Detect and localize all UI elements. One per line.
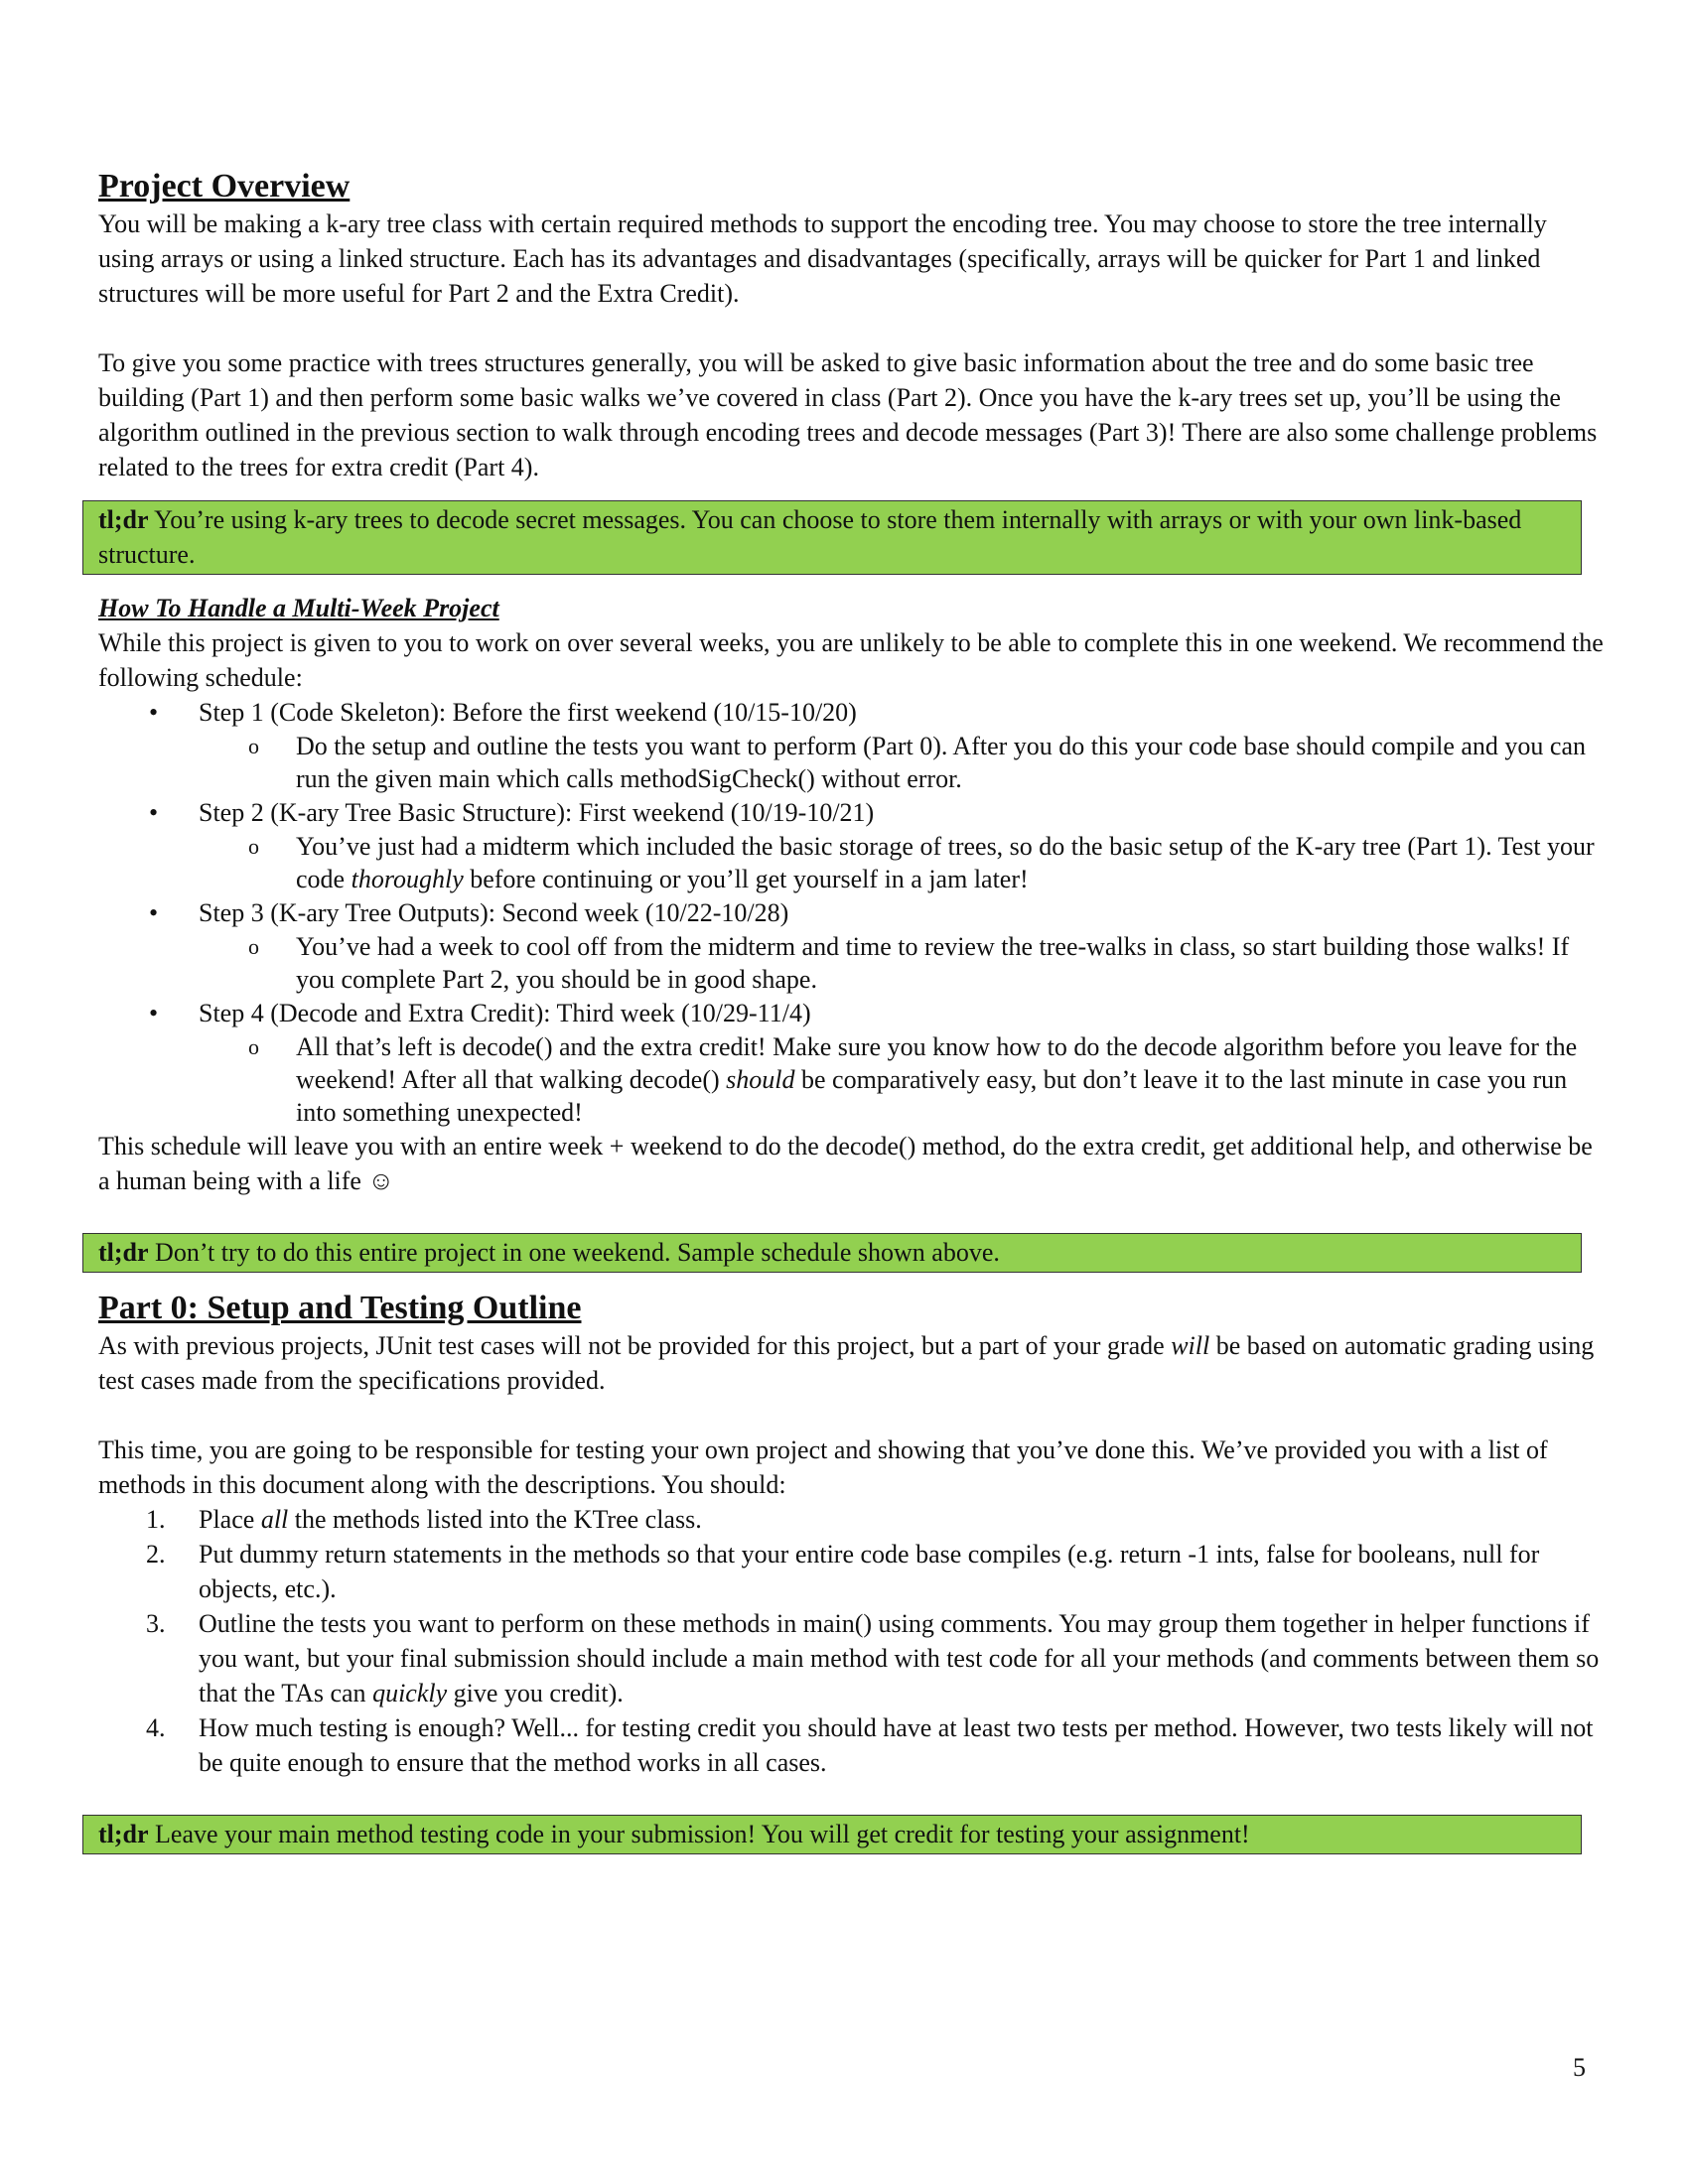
- section-heading-part0: Part 0: Setup and Testing Outline: [98, 1290, 582, 1326]
- tldr-box-part0: [82, 1815, 1582, 1854]
- step-title: Step 3 (K-ary Tree Outputs): Second week (10/22-10/28): [199, 898, 789, 927]
- step-detail-text: before continuing or you’ll get yourself in a jam later!: [463, 865, 1029, 893]
- schedule-step: [98, 996, 1608, 1129]
- part0-text: be based on automatic grading using test cases made from the specifications provided.: [98, 1331, 1595, 1395]
- setup-step-text: the methods listed into the KTree class.: [288, 1505, 702, 1534]
- setup-step: [98, 1710, 1608, 1780]
- section-heading-overview: Project Overview: [98, 168, 351, 205]
- step-detail-text: You’ve just had a midterm which included the basic storage of trees, so do the basic setup of the K-ary tree (Part 1). Test your code: [296, 832, 1595, 893]
- multiweek-intro: While this project is given to you to work on over several weeks, you are unlikely to be able to complete this in one weekend. We recommend the following schedule:: [98, 628, 1604, 692]
- setup-step-text: Put dummy return statements in the methods so that your entire code base compiles (e.g. return -1 ints, false for booleans, null for objects, etc.).: [199, 1540, 1540, 1603]
- setup-step-text: Outline the tests you want to perform on these methods in main() using comments. You may group them together in helper functions if you want, but your final submission should include a main method with test code for all your methods (and comments between them so that the TAs can: [199, 1609, 1600, 1707]
- setup-step: [98, 1537, 1608, 1606]
- part0-paragraph-1: [98, 1328, 1608, 1398]
- step-number: 2.: [146, 1540, 166, 1569]
- step-detail: [296, 730, 1608, 795]
- overview-paragraph-1: You will be making a k-ary tree class with certain required methods to support the encoding tree. You may choose to store the tree internally using arrays or using a linked structure. Each has its advantages and disadvantages (specifically, arrays will be quicker for Part 1 and linked structures will be more useful for Part 2 and the Extra Credit).: [98, 209, 1547, 308]
- step-number: 3.: [146, 1609, 166, 1638]
- setup-step: [98, 1502, 1608, 1537]
- step-detail: [296, 930, 1608, 996]
- part0-paragraph-2: This time, you are going to be responsible for testing your own project and showing that you’ve done this. We’ve provided you with a list of methods in this document along with the descriptions. You should:: [98, 1435, 1548, 1499]
- tldr-text: You’re using k-ary trees to decode secret messages. You can choose to store them internally with arrays or with your own link-based structure.: [98, 505, 1522, 569]
- step-detail-text: be comparatively easy, but don’t leave it to the last minute in case you run into something unexpected!: [296, 1065, 1568, 1127]
- setup-step-text: give you credit).: [447, 1679, 624, 1707]
- schedule-step: [98, 695, 1608, 795]
- setup-step-text: Place: [199, 1505, 261, 1534]
- part0-text: As with previous projects, JUnit test cases will not be provided for this project, but a part of your grade: [98, 1331, 1172, 1360]
- step-title: Step 4 (Decode and Extra Credit): Third week (10/29-11/4): [199, 999, 811, 1027]
- step-title: Step 2 (K-ary Tree Basic Structure): First weekend (10/19-10/21): [199, 798, 875, 827]
- schedule-step: [98, 895, 1608, 996]
- schedule-list: [98, 695, 1608, 1129]
- step-detail-text: You’ve had a week to cool off from the midterm and time to review the tree-walks in class, so start building those walks! If you complete Part 2, you should be in good shape.: [296, 932, 1570, 994]
- setup-step-emphasis: all: [260, 1505, 289, 1534]
- step-detail: [296, 830, 1608, 895]
- document-page: [98, 167, 1608, 1854]
- setup-step-text: How much testing is enough? Well... for testing credit you should have at least two tests per method. However, two tests likely will not be quite enough to ensure that the method works in all cases.: [199, 1713, 1594, 1777]
- multiweek-closing: This schedule will leave you with an entire week + weekend to do the decode() method, do the extra credit, get additional help, and otherwise be a human being with a life ☺: [98, 1132, 1593, 1195]
- step-title: Step 1 (Code Skeleton): Before the first weekend (10/15-10/20): [199, 698, 857, 727]
- step-number: 4.: [146, 1713, 166, 1742]
- part0-emphasis: will: [1171, 1331, 1210, 1360]
- schedule-step: [98, 795, 1608, 895]
- step-detail-emphasis: thoroughly: [351, 865, 464, 893]
- setup-step-emphasis: quickly: [372, 1679, 448, 1707]
- setup-step: [98, 1606, 1608, 1710]
- setup-steps-list: [98, 1502, 1608, 1780]
- tldr-box-multiweek: [82, 1233, 1582, 1273]
- tldr-box-overview: [82, 500, 1582, 575]
- tldr-label: tl;dr: [98, 1820, 149, 1848]
- subheading-multiweek: How To Handle a Multi-Week Project: [98, 594, 499, 622]
- tldr-label: tl;dr: [98, 1238, 149, 1267]
- step-detail-text: All that’s left is decode() and the extra credit! Make sure you know how to do the decode algorithm before you leave for the weekend! After all that walking decode(): [296, 1032, 1578, 1094]
- page-number: 5: [1573, 2053, 1586, 2082]
- overview-paragraph-2: To give you some practice with trees structures generally, you will be asked to give basic information about the tree and do some basic tree building (Part 1) and then perform some basic walks we’ve covered in class (Part 2). Once you have the k-ary trees set up, you’ll be using the algorithm outlined in the previous section to walk through encoding trees and decode messages (Part 3)! There are also some challenge problems related to the trees for extra credit (Part 4).: [98, 348, 1598, 481]
- tldr-text: Leave your main method testing code in your submission! You will get credit for testing your assignment!: [148, 1820, 1250, 1848]
- step-detail-emphasis: should: [726, 1065, 795, 1094]
- step-detail-text: Do the setup and outline the tests you want to perform (Part 0). After you do this your code base should compile and you can run the given main which calls methodSigCheck() without error.: [296, 732, 1586, 793]
- step-number: 1.: [146, 1505, 166, 1534]
- step-detail: [296, 1030, 1608, 1129]
- tldr-text: Don’t try to do this entire project in one weekend. Sample schedule shown above.: [148, 1238, 1000, 1267]
- tldr-label: tl;dr: [98, 505, 149, 534]
